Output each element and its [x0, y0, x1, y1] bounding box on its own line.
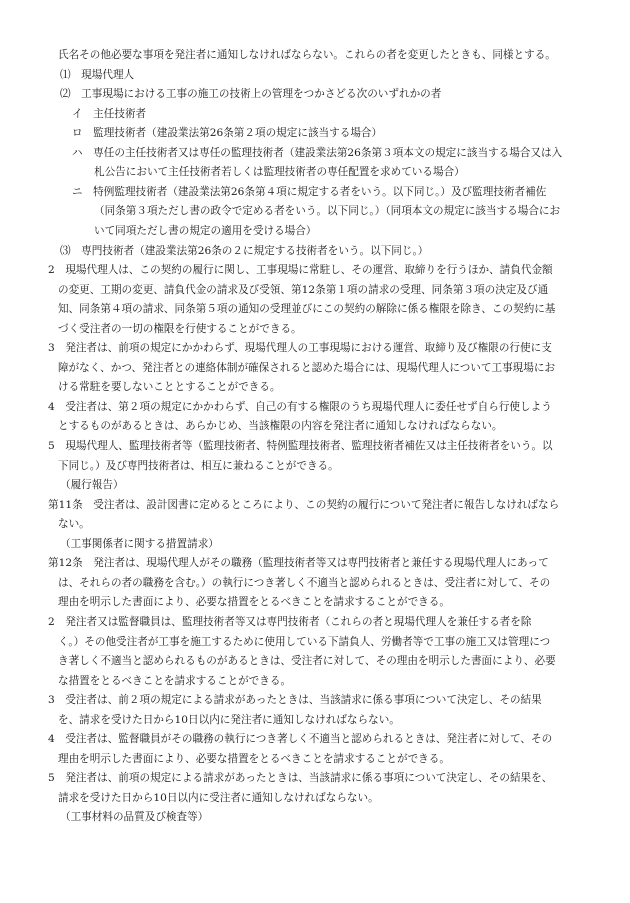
document-line: 3 受注者は、前２項の規定による請求があったときは、当該請求に係る事項について決定し、その結果	[48, 694, 542, 707]
document-line: き著しく不適当と認められるものがあるときは、受注者に対して、その理由を明示した書面により、必要	[58, 655, 556, 668]
document-line: を、請求を受けた日から10日以内に発注者に通知しなければならない。	[58, 713, 400, 726]
document-line: は、それらの者の職務を含む。）の執行につき著しく不適当と認められるときは、受注者に対して、その	[58, 576, 551, 589]
document-line: 障がなく、かつ、発注者との連絡体制が確保されると認めた場合には、現場代理人について工事現場にお	[58, 361, 556, 374]
document-line: （工事材料の品質及び検査等）	[60, 811, 209, 824]
document-line: 2 現場代理人は、この契約の履行に関し、工事現場に常駐し、その運営、取締りを行うほか、請負代金額	[48, 264, 553, 277]
document-line: とするものがあるときは、あらかじめ、当該権限の内容を発注者に通知しなければならない。	[58, 420, 503, 433]
document-line: 2 発注者又は監督職員は、監理技術者等又は専門技術者（これらの者と現場代理人を兼任する者を除	[48, 615, 532, 628]
document-line: 理由を明示した書面により、必要な措置をとるべきことを請求することができる。	[58, 752, 450, 765]
document-line: 5 発注者は、前項の規定による請求があったときは、当該請求に係る事項について決定し、その結果を、	[48, 772, 553, 785]
document-line: （工事関係者に関する措置請求）	[60, 537, 219, 550]
document-line: （同条第３項ただし書の政令で定める者をいう。以下同じ。）（同項本文の規定に該当する場合にお	[94, 205, 561, 218]
document-line: ロ 監理技術者（建設業法第26条第２項の規定に該当する場合）	[72, 127, 383, 140]
document-line: ない。	[58, 518, 90, 531]
document-line: の変更、工期の変更、請負代金の請求及び受領、第12条第１項の請求の受理、同条第３項の決定及び通	[58, 283, 549, 296]
document-line: 札公告において主任技術者若しくは監理技術者の専任配置を求めている場合）	[94, 166, 465, 179]
document-line: 4 受注者は、監督職員がその職務の執行につき著しく不適当と認められるときは、発注者に対して、その	[48, 733, 553, 746]
document-line: 3 発注者は、前項の規定にかかわらず、現場代理人の工事現場における運営、取締り及び権限の行使に支	[48, 342, 552, 355]
document-line: 下同じ。）及び専門技術者は、相互に兼ねることができる。	[58, 459, 339, 472]
document-line: イ 主任技術者	[72, 107, 147, 120]
document-line: 氏名その他必要な事項を発注者に通知しなければならない。これらの者を変更したときも、同様とする。	[58, 49, 556, 61]
document-line: づく受注者の一切の権限を行使することができる。	[58, 322, 302, 335]
document-line: 請求を受けた日から10日以内に受注者に通知しなければならない。	[58, 791, 379, 804]
document-line: ⑴ 現場代理人	[60, 68, 135, 81]
document-line: 知、同条第４項の請求、同条第５項の通知の受理並びにこの契約の解除に係る権限を除き、この契約に基	[58, 303, 556, 316]
document-line: ける常駐を要しないこととすることができる。	[58, 381, 281, 394]
document-line: く。）その他受注者が工事を施工するために使用している下請負人、労働者等で工事の施工又は管理につ	[58, 635, 551, 648]
document-line: ⑵ 工事現場における工事の施工の技術上の管理をつかさどる次のいずれかの者	[60, 88, 442, 101]
document-line: 4 受注者は、第２項の規定にかかわらず、自己の有する権限のうち現場代理人に委任せず自ら行使しよう	[48, 400, 552, 413]
document-line: ⑶ 専門技術者（建設業法第26条の２に規定する技術者をいう。以下同じ。）	[60, 244, 429, 257]
document-line: 5 現場代理人、監理技術者等（監理技術者、特例監理技術者、監理技術者補佐又は主任技術者をいう。以	[48, 440, 553, 452]
document-line: （履行報告）	[60, 479, 124, 492]
document-line: な措置をとるべきことを請求することができる。	[58, 674, 292, 687]
document-line: ニ 特例監理技術者（建設業法第26条第４項に規定する者をいう。以下同じ。）及び監理技術者補佐	[72, 185, 547, 198]
document-line: 第12条 発注者は、現場代理人がその職務（監理技術者等又は専門技術者と兼任する現場代理人にあって	[48, 557, 549, 570]
document-line: 理由を明示した書面により、必要な措置をとるべきことを請求することができる。	[58, 596, 450, 609]
document-line: いて同項ただし書の規定の適用を受ける場合）	[94, 224, 317, 237]
document-line: ハ 専任の主任技術者又は専任の監理技術者（建設業法第26条第３項本文の規定に該当する場合又は入	[72, 146, 563, 159]
document-line: 第11条 受注者は、設計図書に定めるところにより、この契約の履行について発注者に報告しなければなら	[48, 498, 560, 511]
